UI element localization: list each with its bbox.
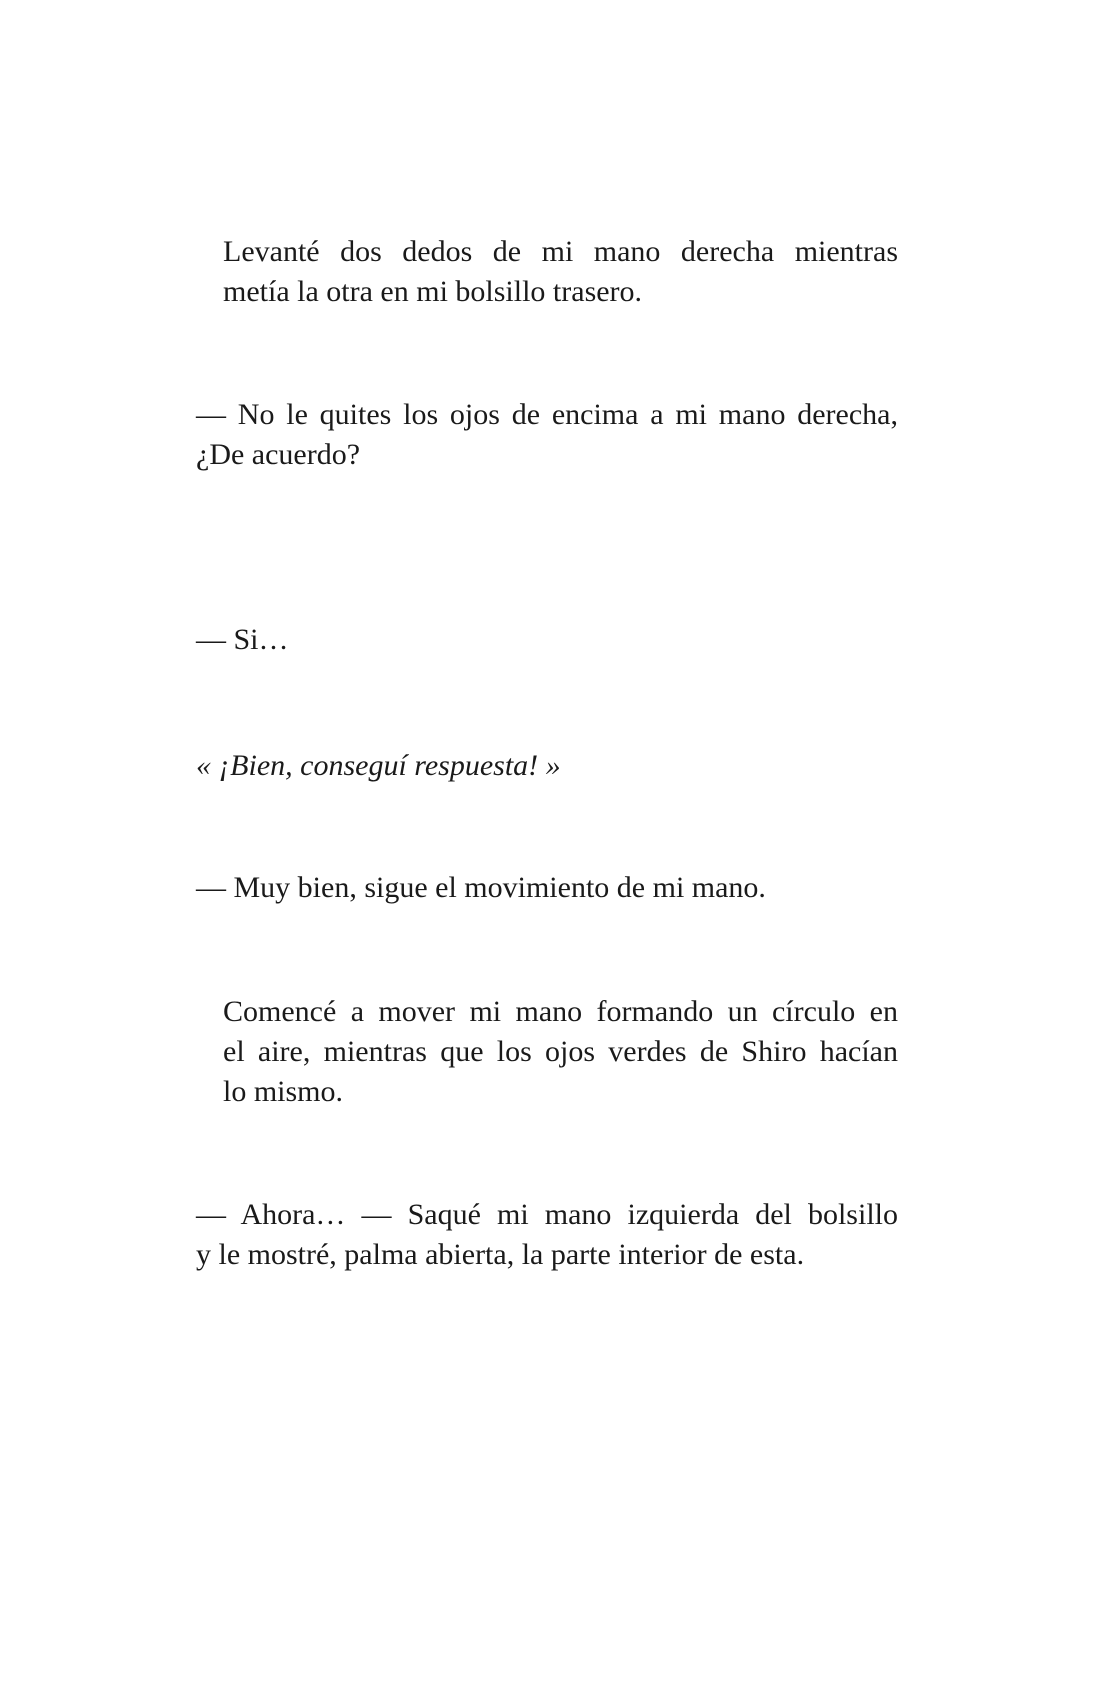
dialogue-paragraph: [196, 868, 898, 908]
text-line: ¿De acuerdo?: [196, 438, 361, 471]
text-line: Comencé a mover mi mano formando un círculo en: [223, 995, 898, 1028]
text-line: — No le quites los ojos de encima a mi mano derecha,: [196, 398, 898, 431]
text-line: Levanté dos dedos de mi mano derecha mientras: [223, 235, 898, 268]
text-line: y le mostré, palma abierta, la parte interior de esta.: [196, 1238, 805, 1271]
dialogue-paragraph: [196, 395, 898, 475]
dialogue-paragraph: [196, 620, 898, 660]
text-line: metía la otra en mi bolsillo trasero.: [223, 275, 643, 308]
narration-paragraph: [196, 232, 898, 312]
text-line: — Muy bien, sigue el movimiento de mi mano.: [196, 871, 766, 904]
text-line: « ¡Bien, conseguí respuesta! »: [196, 749, 561, 782]
narration-paragraph: [196, 992, 898, 1112]
text-line: el aire, mientras que los ojos verdes de Shiro hacían: [223, 1035, 898, 1068]
text-line: lo mismo.: [223, 1075, 344, 1108]
dialogue-paragraph: [196, 1195, 898, 1275]
text-line: — Ahora… — Saqué mi mano izquierda del bolsillo: [196, 1198, 898, 1231]
thought-paragraph: [196, 746, 898, 786]
text-line: — Si…: [196, 623, 289, 656]
